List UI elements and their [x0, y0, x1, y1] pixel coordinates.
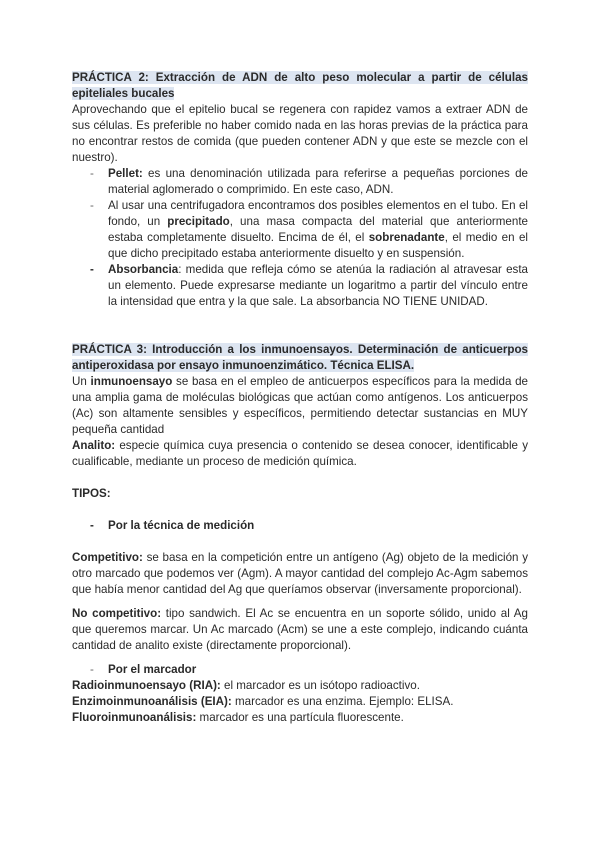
text-analito: especie química cuya presencia o contenido se desea conocer, identificable y cualificable, mediante un proceso de medición química. [72, 439, 528, 468]
term-analito: Analito: [72, 439, 116, 452]
list-item-absorbancia [72, 262, 528, 310]
subheading-marcador [72, 662, 528, 678]
term-absorbancia: Absorbancia [108, 263, 179, 276]
text-centrifuga-mid: , una masa compacta del material que anteriormente estaba completamente disuelto. Encima de él, el [108, 215, 528, 244]
term-fluoro: Fluoroinmunoanálisis: [72, 711, 197, 724]
practica3-title [72, 342, 528, 374]
eia-definition [72, 694, 528, 710]
term-nocompetitivo: No competitivo: [72, 607, 162, 620]
practica2-title [72, 70, 528, 102]
text-fluoro: marcador es una partícula fluorescente. [196, 711, 404, 724]
text-eia: marcador es una enzima. Ejemplo: ELISA. [231, 695, 454, 708]
text-centrifuga-pre: Al usar una centrifugadora encontramos dos posibles elementos en el tubo. En el fondo, un [108, 199, 528, 228]
subheading-marcador-text: Por el marcador [108, 663, 197, 676]
fluoro-definition [72, 710, 528, 726]
nocompetitivo-definition [72, 606, 528, 654]
list-item-centrifugadora [72, 198, 528, 262]
practica3-intro [72, 374, 528, 438]
text-nocompetitivo: tipo sandwich. El Ac se encuentra en un soporte sólido, unido al Ag que queremos marcar. Un Ac marcado (Acm) se une a este complejo, indicando cuánta cantidad de analito existe (directamente proporcional). [72, 607, 528, 652]
bullet-dash: - [90, 663, 94, 676]
term-eia: Enzimoinmunoanálisis (EIA): [72, 695, 232, 708]
intro-pre: Un [72, 375, 91, 388]
tipos-heading [72, 486, 528, 502]
bullet-dash: - [90, 263, 94, 276]
term-competitivo: Competitivo: [72, 551, 143, 564]
text-pellet: es una denominación utilizada para referirse a pequeñas porciones de material aglomerado o comprimido. En este caso, ADN. [108, 167, 528, 196]
document-page [72, 70, 528, 726]
subheading-tecnica-text: Por la técnica de medición [108, 519, 255, 532]
tipos-heading-text: TIPOS: [72, 487, 111, 500]
term-ria: Radioinmunoensayo (RIA): [72, 679, 221, 692]
intro-post: se basa en el empleo de anticuerpos específicos para la medida de una amplia gama de moléculas biológicas que actúan como antígenos. Los anticuerpos (Ac) son altamente sensibles y específicos, permitiendo detectar sustancias en MUY pequeña cantidad [72, 375, 528, 436]
term-inmunoensayo: inmunoensayo [90, 375, 173, 388]
bullet-dash: - [90, 199, 94, 212]
text-ria: el marcador es un isótopo radioactivo. [220, 679, 420, 692]
list-item-pellet [72, 166, 528, 198]
text-centrifuga-post: , el medio en el que dicho precipitado estaba anteriormente disuelto y en suspensión. [108, 231, 528, 260]
competitivo-definition [72, 550, 528, 598]
text-absorbancia: : medida que refleja cómo se atenúa la radiación al atravesar esta un elemento. Puede expresarse mediante un logaritmo a partir del vínculo entre la intensidad que entra y la que sale. La absorbancia NO TIENE UNIDAD. [108, 263, 528, 308]
subheading-tecnica [72, 518, 528, 534]
analito-definition [72, 438, 528, 470]
practica2-title-text: PRÁCTICA 2: Extracción de ADN de alto peso molecular a partir de células epiteliales bucales [72, 71, 528, 100]
practica2-list [72, 166, 528, 310]
bullet-dash: - [90, 167, 94, 180]
ria-definition [72, 678, 528, 694]
bullet-dash: - [90, 519, 94, 532]
term-pellet: Pellet: [108, 167, 143, 180]
term-sobrenadante: sobrenadante [368, 231, 445, 244]
practica2-intro: Aprovechando que el epitelio bucal se regenera con rapidez vamos a extraer ADN de sus células. Es preferible no haber comido nada en las horas previas de la práctica para no encontrar restos de comida (que pueden contener ADN y que este se mezcle con el nuestro). [72, 103, 528, 164]
text-competitivo: se basa en la competición entre un antígeno (Ag) objeto de la medición y otro marcado que podemos ver (Agm). A mayor cantidad del complejo Ac-Agm sabemos que había menor cantidad del Ag que queríamos observar (inversamente proporcional). [72, 551, 528, 596]
practica3-title-text: PRÁCTICA 3: Introducción a los inmunoensayos. Determinación de anticuerpos antiperoxidasa por ensayo inmunoenzimático. Técnica ELISA. [72, 343, 528, 372]
term-precipitado: precipitado [167, 215, 230, 228]
